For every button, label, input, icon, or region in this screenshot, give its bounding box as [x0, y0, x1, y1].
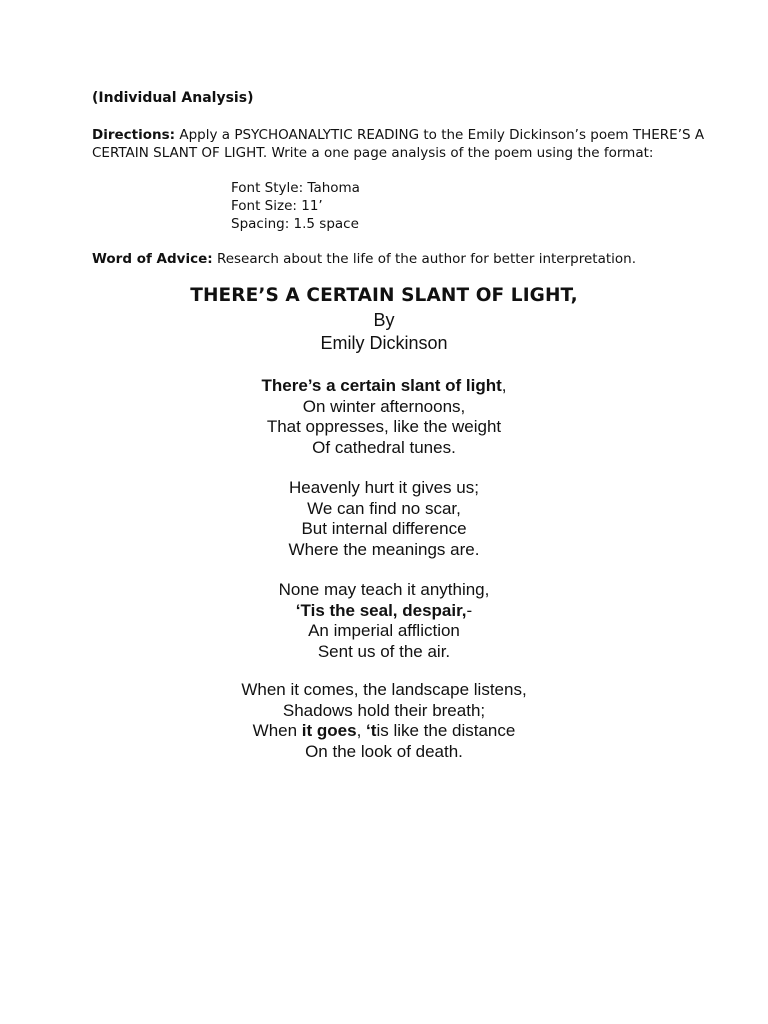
poem-line: That oppresses, like the weight: [266, 417, 502, 436]
poem-line: [0, 376, 768, 397]
directions-text: Apply a PSYCHOANALYTIC READING to the Emily Dickinson’s poem THERE’S A CERTAIN SLANT OF LIGHT. Write a one page analysis of the poem using the format:: [92, 127, 705, 161]
poem-by: By: [373, 310, 395, 330]
directions-paragraph: [92, 126, 728, 162]
poem-line-bold: There’s a certain slant of light: [261, 376, 502, 395]
poem-line-bold: it goes: [301, 721, 357, 740]
directions-label: Directions:: [92, 127, 176, 143]
poem-line: On the look of death.: [305, 741, 463, 761]
poem-line-punct: -: [466, 600, 473, 620]
poem-line-part: is like the distance: [376, 721, 516, 740]
advice-text: Research about the life of the author for better interpretation.: [212, 251, 636, 267]
advice-paragraph: [92, 250, 728, 268]
poem-line-part: When: [252, 721, 302, 740]
poem-line: Shadows hold their breath;: [282, 700, 486, 720]
advice-label: Word of Advice:: [92, 251, 213, 267]
poem-line: An imperial affliction: [308, 621, 460, 640]
poem-line: Sent us of the air.: [317, 641, 451, 661]
poem-stanza-1: [0, 376, 768, 458]
poem-stanza-3: [0, 580, 768, 662]
poem-stanza-2: [0, 478, 768, 560]
poem-author: Emily Dickinson: [320, 333, 448, 353]
poem-line-bold: ‘Tis the seal, despair,: [295, 600, 467, 620]
poem-line: Of cathedral tunes.: [312, 437, 456, 457]
assignment-heading: (Individual Analysis): [92, 90, 254, 106]
format-font-style: Font Style: Tahoma: [231, 180, 360, 196]
poem-line: Where the meanings are.: [288, 539, 480, 559]
poem-line: [0, 721, 768, 742]
format-list: [231, 179, 360, 233]
poem-line-punct: ,: [501, 376, 507, 395]
poem-line: But internal difference: [301, 519, 467, 538]
poem-line: On winter afternoons,: [302, 396, 466, 416]
poem-line: Heavenly hurt it gives us;: [289, 478, 479, 497]
poem-stanza-4: [0, 680, 768, 762]
poem-line-part: ,: [356, 721, 367, 740]
poem-line: [0, 601, 768, 622]
poem-line-bold: ‘t: [366, 721, 377, 740]
poem-line: None may teach it anything,: [278, 580, 490, 599]
format-font-size: Font Size: 11’: [231, 198, 323, 214]
poem-title: THERE’S A CERTAIN SLANT OF LIGHT,: [190, 285, 578, 306]
poem-line: When it comes, the landscape listens,: [241, 680, 527, 699]
poem-line: We can find no scar,: [307, 498, 461, 518]
format-spacing: Spacing: 1.5 space: [231, 216, 359, 232]
